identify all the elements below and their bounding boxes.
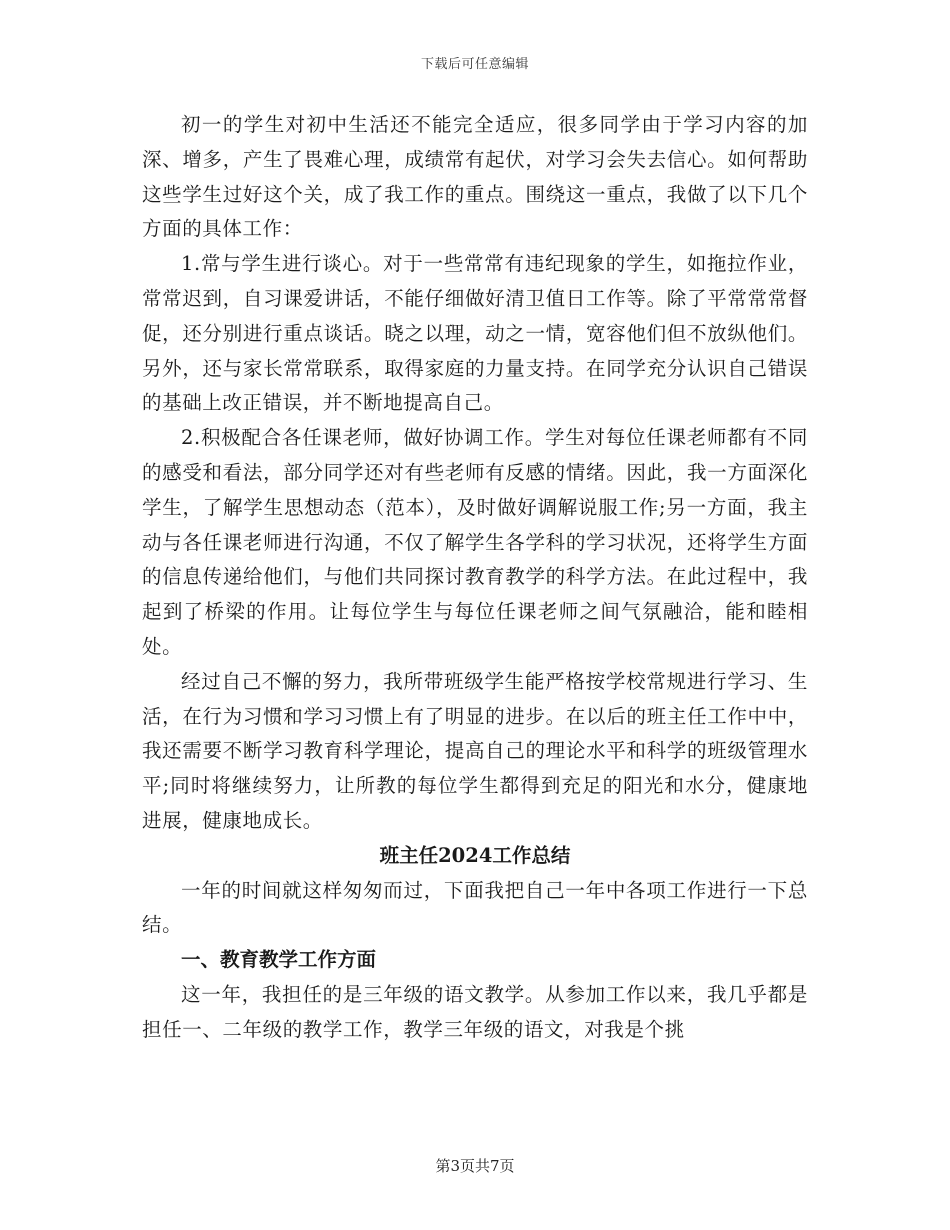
paragraph-conclusion: 经过自己不懈的努力，我所带班级学生能严格按学校常规进行学习、生活，在行为习惯和学习习惯上有了明显的进步。在以后的班主任工作中中，我还需要不断学习教育科学理论，提高自己的理论水平和科学的班级管理水平;同时将继续努力，让所教的每位学生都得到充足的阳光和水分，健康地进展，健康地成长。: [142, 669, 808, 832]
paragraph-teaching: 这一年，我担任的是三年级的语文教学。从参加工作以来，我几乎都是担任一、二年级的教学工作，教学三年级的语文，对我是个挑: [142, 982, 808, 1041]
paragraph-item-1: 1.常与学生进行谈心。对于一些常常有违纪现象的学生，如拖拉作业，常常迟到，自习课爱讲话，不能仔细做好清卫值日工作等。除了平常常常督促，还分别进行重点谈话。晓之以理，动之一情，宽容他们但不放纵他们。另外，还与家长常常联系，取得家庭的力量支持。在同学充分认识自己错误的基础上改正错误，并不断地提高自己。: [142, 252, 808, 415]
document-body: [142, 108, 808, 1048]
section-title: 班主任2024工作总结: [379, 843, 571, 867]
paragraph-intro: 初一的学生对初中生活还不能完全适应，很多同学由于学习内容的加深、增多，产生了畏难心理，成绩常有起伏，对学习会失去信心。如何帮助这些学生过好这个关，成了我工作的重点。围绕这一重点，我做了以下几个方面的具体工作：: [142, 113, 808, 241]
page-footer-number: 第3页共7页: [435, 1157, 515, 1175]
page-header-note: 下载后可任意编辑: [420, 57, 529, 72]
sub-heading-teaching: 一、教育教学工作方面: [181, 948, 377, 972]
paragraph-summary-intro: 一年的时间就这样匆匆而过，下面我把自己一年中各项工作进行一下总结。: [142, 878, 808, 937]
paragraph-item-2: 2.积极配合各任课老师，做好协调工作。学生对每位任课老师都有不同的感受和看法，部分同学还对有些老师有反感的情绪。因此，我一方面深化学生，了解学生思想动态（范本），及时做好调解说服工作;另一方面，我主动与各任课老师进行沟通，不仅了解学生各学科的学习状况，还将学生方面的信息传递给他们，与他们共同探讨教育教学的科学方法。在此过程中，我起到了桥梁的作用。让每位学生与每位任课老师之间气氛融洽，能和睦相处。: [142, 426, 808, 658]
